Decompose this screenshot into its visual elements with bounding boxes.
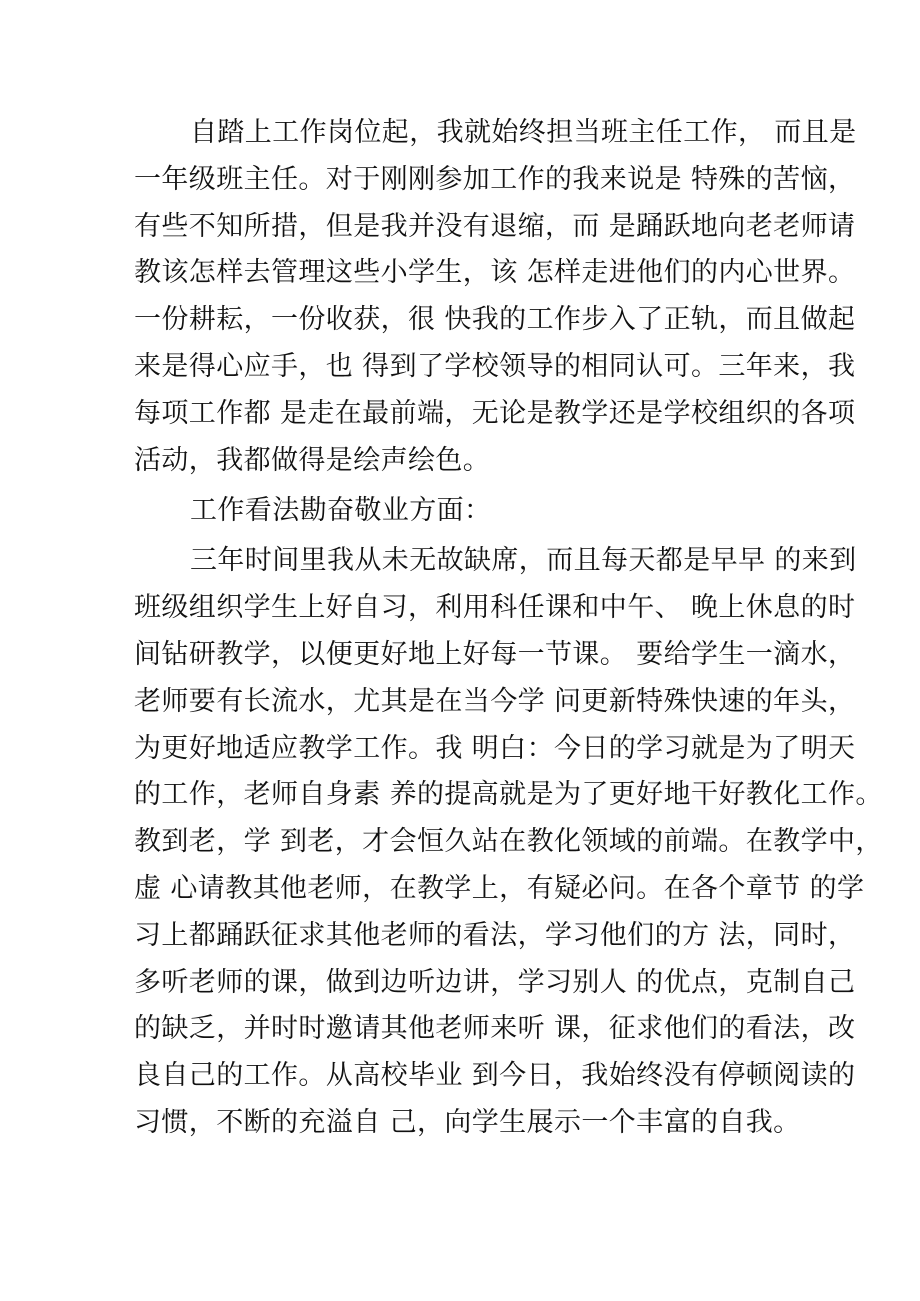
paragraph-line: 为更好地适应教学工作。我 明白：今日的学习就是为了明天: [134, 732, 856, 764]
paragraph-line: 三年时间里我从未无故缺席，而且每天都是早早 的来到: [190, 545, 857, 577]
paragraph-line: 教到老，学 到老，才会恒久站在教化领域的前端。在教学中，: [134, 826, 883, 858]
paragraph-line: 班级组织学生上好自习，利用科任课和中午、 晚上休息的时: [134, 592, 856, 624]
paragraph-line: 有些不知所措，但是我并没有退缩，而 是踊跃地向老老师请: [134, 210, 856, 242]
paragraph-line: 间钻研教学，以便更好地上好每一节课。 要给学生一滴水，: [134, 638, 856, 670]
paragraph-line: 每项工作都 是走在最前端，无论是教学还是学校组织的各项: [134, 397, 856, 429]
paragraph-line: 习惯，不断的充溢自 己，向学生展示一个丰富的自我。: [134, 1106, 801, 1138]
paragraph-line: 良自己的工作。从高校毕业 到今日，我始终没有停顿阅读的: [134, 1060, 856, 1092]
paragraph-line: 多听老师的课，做到边听边讲，学习别人 的优点，克制自己: [134, 966, 856, 998]
paragraph-line: 习上都踊跃征求其他老师的看法，学习他们的方 法，同时，: [134, 919, 856, 951]
paragraph-line: 自踏上工作岗位起，我就始终担当班主任工作， 而且是: [190, 117, 857, 148]
paragraph-line: 的工作，老师自身素 养的提高就是为了更好地干好教化工作。: [134, 779, 883, 811]
paragraph-line: 活动，我都做得是绘声绘色。: [134, 444, 491, 476]
paragraph-line: 的缺乏，并时时邀请其他老师来听 课，征求他们的看法，改: [134, 1013, 856, 1045]
document-body: [134, 110, 883, 1147]
paragraph-line: 一份耕耘，一份收获，很 快我的工作步入了正轨，而且做起: [134, 304, 856, 336]
section-heading: 工作看法勘奋敬业方面：: [190, 495, 492, 527]
paragraph-line: 老师要有长流水，尤其是在当今学 问更新特殊快速的年头，: [134, 685, 856, 717]
paragraph-line: 虚 心请教其他老师，在教学上，有疑必问。在各个章节 的学: [134, 872, 865, 904]
paragraph-line: 一年级班主任。对于刚刚参加工作的我来说是 特殊的苦恼，: [134, 163, 856, 195]
paragraph-line: 来是得心应手，也 得到了学校领导的相同认可。三年来，我: [134, 350, 856, 382]
paragraph-line: 教该怎样去管理这些小学生，该 怎样走进他们的内心世界。: [134, 257, 856, 289]
